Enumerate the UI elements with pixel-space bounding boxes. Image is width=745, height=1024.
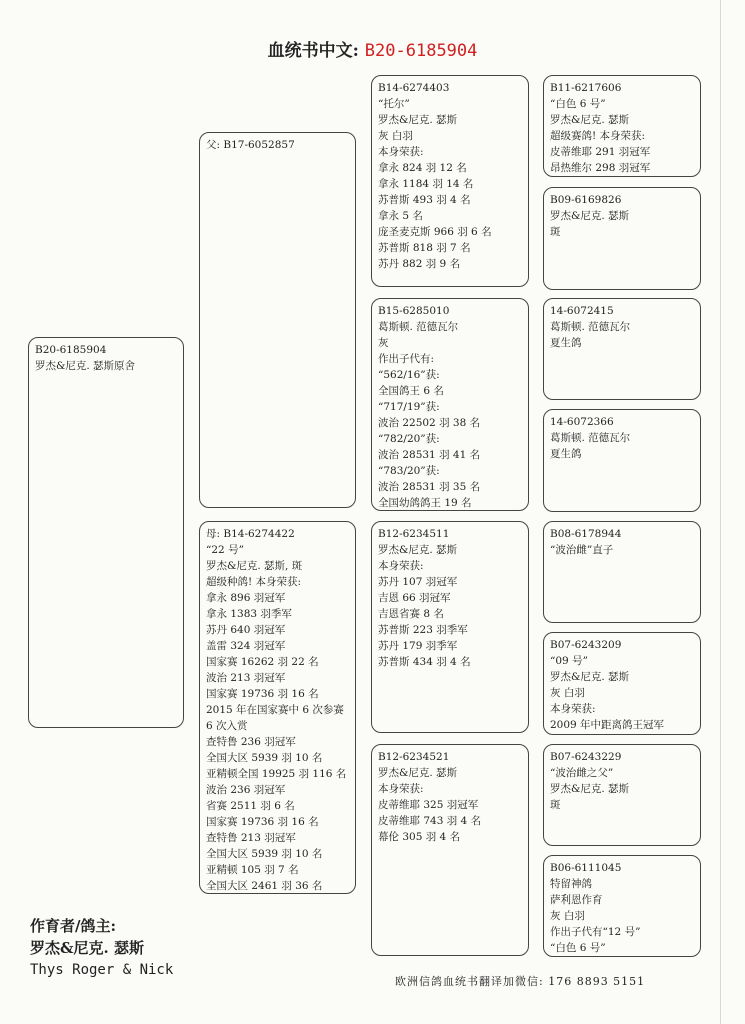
sire-sire-sire-card [543, 75, 701, 177]
pedigree-line: 萨利恩作育 [550, 894, 603, 906]
ring-number: B20-6185904 [35, 344, 107, 356]
pedigree-line: 拿永 1383 羽季军 [206, 608, 292, 620]
title-label: 血统书中文: [267, 41, 359, 61]
pedigree-line: 本身荣获: [378, 783, 424, 795]
sire-sire-dam-card [543, 187, 701, 290]
pedigree-line: 吉恩 66 羽冠军 [378, 592, 451, 604]
pedigree-line: “783/20”获: [378, 465, 440, 477]
pedigree-line: 幕伦 305 羽 4 名 [378, 831, 461, 843]
pedigree-line: “782/20”获: [378, 433, 440, 445]
pedigree-line: 拿永 824 羽 12 名 [378, 162, 467, 174]
sire-card [199, 132, 356, 508]
pedigree-line: 皮蒂维耶 743 羽 4 名 [378, 815, 482, 827]
pedigree-line: 苏丹 107 羽冠军 [378, 576, 458, 588]
sire-dam-card [371, 298, 529, 511]
pedigree-line: “托尔” [378, 98, 410, 110]
pedigree-line: 盖雷 324 羽冠军 [206, 640, 286, 652]
breeder-block [30, 915, 173, 981]
pedigree-line: 全国大区 2461 羽 36 名 [206, 880, 323, 892]
pedigree-line: 皮蒂维耶 291 羽冠军 [550, 146, 651, 158]
dam-card [199, 521, 356, 894]
pedigree-line: 苏普斯 493 羽 4 名 [378, 194, 471, 206]
pedigree-line: 波治 28531 羽 41 名 [378, 449, 481, 461]
dam-sire-dam-card [543, 632, 701, 735]
pedigree-line: 葛斯顿. 范德瓦尔 [550, 432, 631, 444]
ring-number: B12-6234521 [378, 751, 450, 763]
pedigree-line: 全国大区 5939 羽 10 名 [206, 752, 323, 764]
pedigree-line: 罗杰&尼克. 瑟斯 [550, 671, 630, 683]
ring-number: 14-6072415 [550, 305, 614, 317]
page-edge [720, 0, 721, 1024]
dam-dam-dam-card [543, 855, 701, 957]
pedigree-line: 全国鸽王 6 名 [378, 385, 444, 397]
pedigree-line: 灰 [378, 337, 389, 349]
pedigree-line: 波治 236 羽冠军 [206, 784, 286, 796]
pedigree-line: 波治 28531 羽 35 名 [378, 481, 481, 493]
pedigree-line: 全国大区 5939 羽 10 名 [206, 848, 323, 860]
ring-number: 14-6072366 [550, 416, 614, 428]
pedigree-line: 波治 22502 羽 38 名 [378, 417, 481, 429]
pedigree-line: 亚精顿 105 羽 7 名 [206, 864, 299, 876]
breeder-name-en: Thys Roger & Nick [30, 962, 174, 978]
pedigree-line: 本身荣获: [550, 703, 596, 715]
pedigree-line: 全国幼鸽鸽王 19 名 [378, 497, 472, 509]
ring-number: B15-6285010 [378, 305, 450, 317]
sire-dam-dam-card [543, 409, 701, 512]
pedigree-line: 葛斯顿. 范德瓦尔 [378, 321, 459, 333]
pedigree-line: 罗杰&尼克. 瑟斯 [378, 767, 458, 779]
pedigree-line: 国家赛 19736 羽 16 名 [206, 688, 319, 700]
pedigree-line: 超级种鸽! 本身荣获: [206, 576, 302, 588]
subject-pigeon-card [28, 337, 184, 728]
pedigree-line: “562/16”获: [378, 369, 440, 381]
sire-dam-sire-card [543, 298, 701, 400]
pedigree-line: 灰 白羽 [550, 910, 585, 922]
pedigree-line: 斑 [550, 799, 561, 811]
pedigree-line: 灰 白羽 [378, 130, 413, 142]
pedigree-line: 罗杰&尼克. 瑟斯 [550, 783, 630, 795]
pedigree-line: 皮蒂维耶 325 羽冠军 [378, 799, 479, 811]
pedigree-line: 省赛 2511 羽 6 名 [206, 800, 295, 812]
pedigree-line: 拿永 1184 羽 14 名 [378, 178, 474, 190]
pedigree-line: 本身荣获: [378, 146, 424, 158]
pedigree-line: “717/19”获: [378, 401, 440, 413]
pedigree-line: 6 次入赏 [206, 720, 248, 732]
footer-contact: 欧洲信鸽血统书翻译加微信: 176 8893 5151 [395, 975, 646, 988]
dam-dam-sire-card [543, 744, 701, 846]
pedigree-line: 国家赛 19736 羽 16 名 [206, 816, 319, 828]
pedigree-line: “白色 6 号” [550, 98, 606, 110]
pedigree-line: 查特鲁 213 羽冠军 [206, 832, 296, 844]
ring-number: B07-6243209 [550, 639, 622, 651]
pedigree-line: 查特鲁 236 羽冠军 [206, 736, 296, 748]
pedigree-line: 国家赛 16262 羽 22 名 [206, 656, 319, 668]
ring-number: B09-6169826 [550, 194, 622, 206]
pedigree-line: “波治雌之父” [550, 767, 614, 779]
pedigree-line: 罗杰&尼克. 瑟斯 [550, 210, 630, 222]
dam-dam-card [371, 744, 529, 956]
pedigree-line: 波治 213 羽冠军 [206, 672, 286, 684]
pedigree-line: 拿永 896 羽冠军 [206, 592, 286, 604]
pedigree-line: 作出子代有: [378, 353, 435, 365]
ring-number: 父: B17-6052857 [206, 139, 295, 151]
pedigree-line: 苏丹 882 羽 9 名 [378, 258, 461, 270]
pedigree-line: 夏生鸽 [550, 337, 582, 349]
pedigree-line: 2009 年中距离鸽王冠军 [550, 719, 665, 731]
pedigree-line: 罗杰&尼克. 瑟斯 [378, 544, 458, 556]
pedigree-line: 灰 白羽 [550, 687, 585, 699]
pedigree-line: 夏生鸽 [550, 448, 582, 460]
pedigree-number: B20-6185904 [364, 41, 478, 61]
pedigree-line: 罗杰&尼克. 瑟斯 [378, 114, 458, 126]
pedigree-line: 2015 年在国家赛中 6 次参赛 [206, 704, 344, 716]
pedigree-line: 超级赛鸽! 本身荣获: [550, 130, 646, 142]
ring-number: B06-6111045 [550, 862, 622, 874]
pedigree-line: 苏丹 640 羽冠军 [206, 624, 286, 636]
pedigree-line: 苏普斯 434 羽 4 名 [378, 656, 471, 668]
dam-sire-sire-card [543, 521, 701, 623]
pedigree-line: “22 号” [206, 544, 244, 556]
pedigree-line: “09 号” [550, 655, 588, 667]
pedigree-line: 斑 [550, 226, 561, 238]
ring-number: B12-6234511 [378, 528, 450, 540]
sire-sire-card [371, 75, 529, 287]
breeder-name-cn: 罗杰&尼克. 瑟斯 [30, 939, 144, 957]
ring-number: 母: B14-6274422 [206, 528, 295, 540]
pedigree-line: 拿永 5 名 [378, 210, 423, 222]
pedigree-line: 罗杰&尼克. 瑟斯, 斑 [206, 560, 303, 572]
pedigree-line: 葛斯顿. 范德瓦尔 [550, 321, 631, 333]
pedigree-line: 罗杰&尼克. 瑟斯 [550, 114, 630, 126]
pedigree-line: 庞圣麦克斯 966 羽 6 名 [378, 226, 492, 238]
dam-sire-card [371, 521, 529, 733]
ring-number: B08-6178944 [550, 528, 622, 540]
pedigree-line: 特留神鸽 [550, 878, 592, 890]
pedigree-line: 苏丹 179 羽季军 [378, 640, 458, 652]
pedigree-line: 本身荣获: [378, 560, 424, 572]
breeder-label: 作育者/鸽主: [30, 917, 117, 935]
ring-number: B14-6274403 [378, 82, 450, 94]
pedigree-line: 罗杰&尼克. 瑟斯原舍 [35, 360, 136, 372]
pedigree-line: 苏普斯 223 羽季军 [378, 624, 468, 636]
pedigree-line: 昂热维尔 298 羽冠军 [550, 162, 651, 174]
page-title [0, 36, 745, 61]
pedigree-line: “波治雌”直子 [550, 544, 614, 556]
pedigree-line: 作出子代有“12 号” [550, 926, 641, 938]
pedigree-line: 苏普斯 818 羽 7 名 [378, 242, 471, 254]
pedigree-line: 吉恩省赛 8 名 [378, 608, 444, 620]
pedigree-line: “白色 6 号” [550, 942, 606, 954]
ring-number: B11-6217606 [550, 82, 622, 94]
ring-number: B07-6243229 [550, 751, 622, 763]
pedigree-line: 亚精顿全国 19925 羽 116 名 [206, 768, 347, 780]
